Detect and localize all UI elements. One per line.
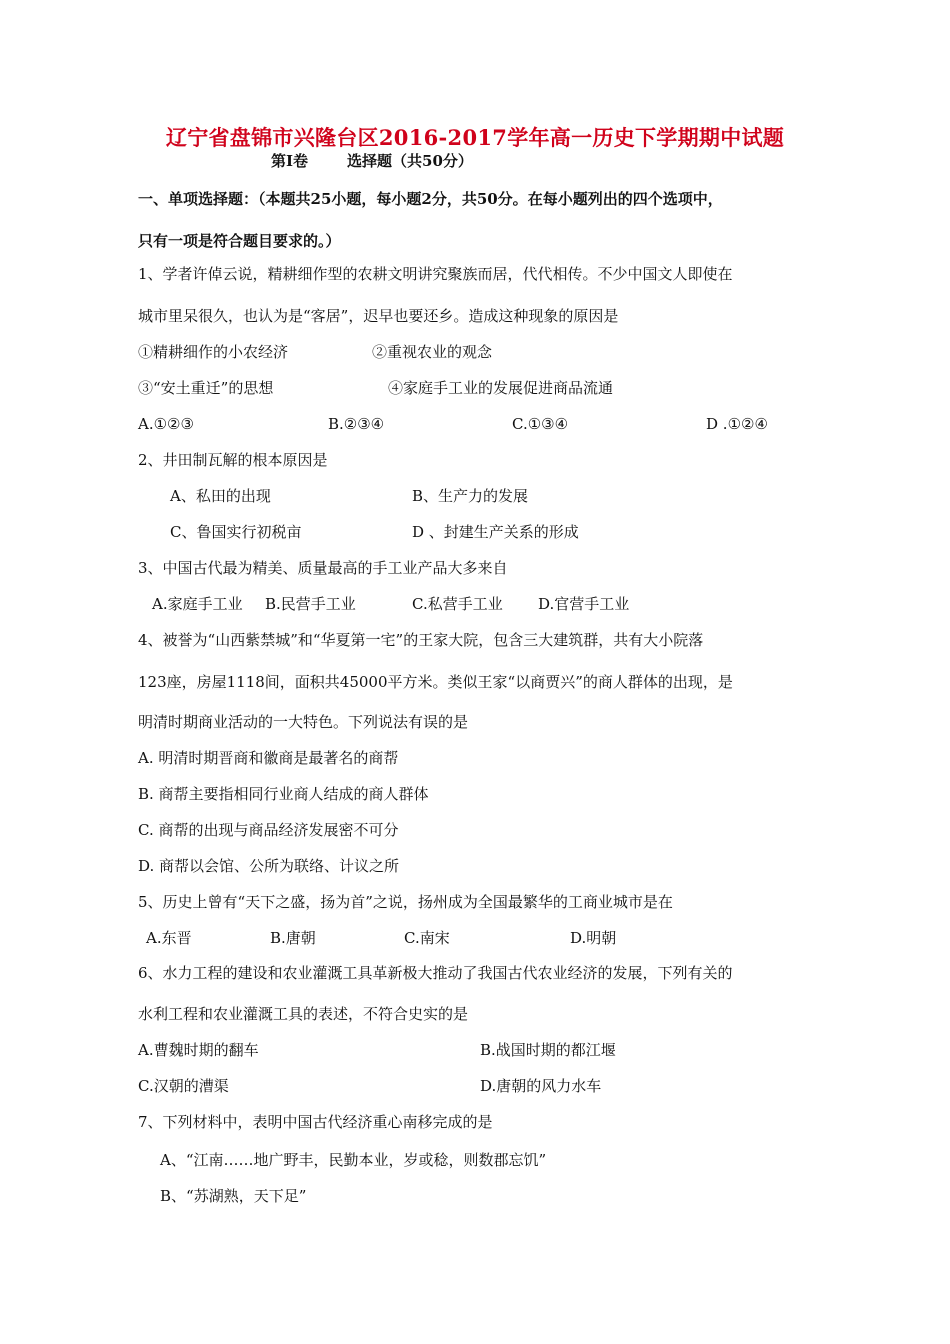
section-instructions-line1: 一、单项选择题：（本题共25小题，每小题2分，共50分。在每小题列出的四个选项中， xyxy=(138,190,723,208)
question-6-option-d: D.唐朝的风力水车 xyxy=(480,1077,602,1095)
question-1-stem-line2: 城市里呆很久，也认为是“客居”，迟早也要还乡。造成这种现象的原因是 xyxy=(138,307,619,325)
question-4-stem-line3: 明清时期商业活动的一大特色。下列说法有误的是 xyxy=(138,713,469,731)
question-1-option-c: C.①③④ xyxy=(512,415,569,433)
question-5-option-a: A.东晋 xyxy=(146,929,192,947)
question-1-item-4: ④家庭手工业的发展促进商品流通 xyxy=(388,379,614,397)
question-4-option-c: C. 商帮的出现与商品经济发展密不可分 xyxy=(138,821,399,839)
question-4-option-b: B. 商帮主要指相同行业商人结成的商人群体 xyxy=(138,785,429,803)
question-1-item-1: ①精耕细作的小农经济 xyxy=(138,343,289,361)
question-4-option-a: A. 明清时期晋商和徽商是最著名的商帮 xyxy=(138,749,399,767)
question-2-option-d: D 、封建生产关系的形成 xyxy=(412,523,579,541)
question-7-option-a: A、“江南……地广野丰，民勤本业，岁或稔，则数郡忘饥” xyxy=(160,1151,547,1169)
question-5-option-c: C.南宋 xyxy=(404,929,450,947)
question-1-option-d: D .①②④ xyxy=(706,415,768,433)
question-2-option-b: B、生产力的发展 xyxy=(412,487,529,505)
question-4-stem-line1: 4、被誉为“山西紫禁城”和“华夏第一宅”的王家大院，包含三大建筑群，共有大小院落 xyxy=(138,631,704,649)
question-1-item-3: ③“安土重迁”的思想 xyxy=(138,379,274,397)
question-4-stem-line2: 123座，房屋1118间，面积共45000平方米。类似王家“以商贾兴”的商人群体的出现，是 xyxy=(138,673,733,691)
question-7-stem: 7、下列材料中，表明中国古代经济重心南移完成的是 xyxy=(138,1113,493,1131)
question-2-stem: 2、井田制瓦解的根本原因是 xyxy=(138,451,328,469)
question-6-stem-line2: 水利工程和农业灌溉工具的表述，不符合史实的是 xyxy=(138,1005,469,1023)
question-1-stem-line1: 1、学者许倬云说，精耕细作型的农耕文明讲究聚族而居，代代相传。不少中国文人即使在 xyxy=(138,265,733,283)
question-1-item-2: ②重视农业的观念 xyxy=(372,343,493,361)
volume-section: 选择题（共50分） xyxy=(347,152,473,170)
question-3-option-b: B.民营手工业 xyxy=(265,595,356,613)
question-3-option-c: C.私营手工业 xyxy=(412,595,503,613)
volume-label: 第Ⅰ卷 xyxy=(271,152,309,170)
question-3-option-a: A.家庭手工业 xyxy=(152,595,243,613)
question-2-option-c: C、鲁国实行初税亩 xyxy=(170,523,302,541)
question-3-stem: 3、中国古代最为精美、质量最高的手工业产品大多来自 xyxy=(138,559,508,577)
question-7-option-b: B、“苏湖熟，天下足” xyxy=(160,1187,307,1205)
question-4-option-d: D. 商帮以会馆、公所为联络、计议之所 xyxy=(138,857,400,875)
question-6-option-c: C.汉朝的漕渠 xyxy=(138,1077,229,1095)
page-title: 辽宁省盘锦市兴隆台区2016-2017学年高一历史下学期期中试题 xyxy=(165,125,785,150)
question-2-option-a: A、私田的出现 xyxy=(170,487,271,505)
question-5-option-d: D.明朝 xyxy=(570,929,617,947)
question-5-stem: 5、历史上曾有“天下之盛，扬为首”之说，扬州成为全国最繁华的工商业城市是在 xyxy=(138,893,673,911)
question-6-stem-line1: 6、水力工程的建设和农业灌溉工具革新极大推动了我国古代农业经济的发展，下列有关的 xyxy=(138,964,733,982)
question-3-option-d: D.官营手工业 xyxy=(538,595,630,613)
question-6-option-a: A.曹魏时期的翻车 xyxy=(138,1041,259,1059)
section-instructions-line2: 只有一项是符合题目要求的。） xyxy=(138,232,341,250)
question-1-option-b: B.②③④ xyxy=(328,415,385,433)
question-5-option-b: B.唐朝 xyxy=(270,929,316,947)
question-1-option-a: A.①②③ xyxy=(138,415,194,433)
question-6-option-b: B.战国时期的都江堰 xyxy=(480,1041,616,1059)
